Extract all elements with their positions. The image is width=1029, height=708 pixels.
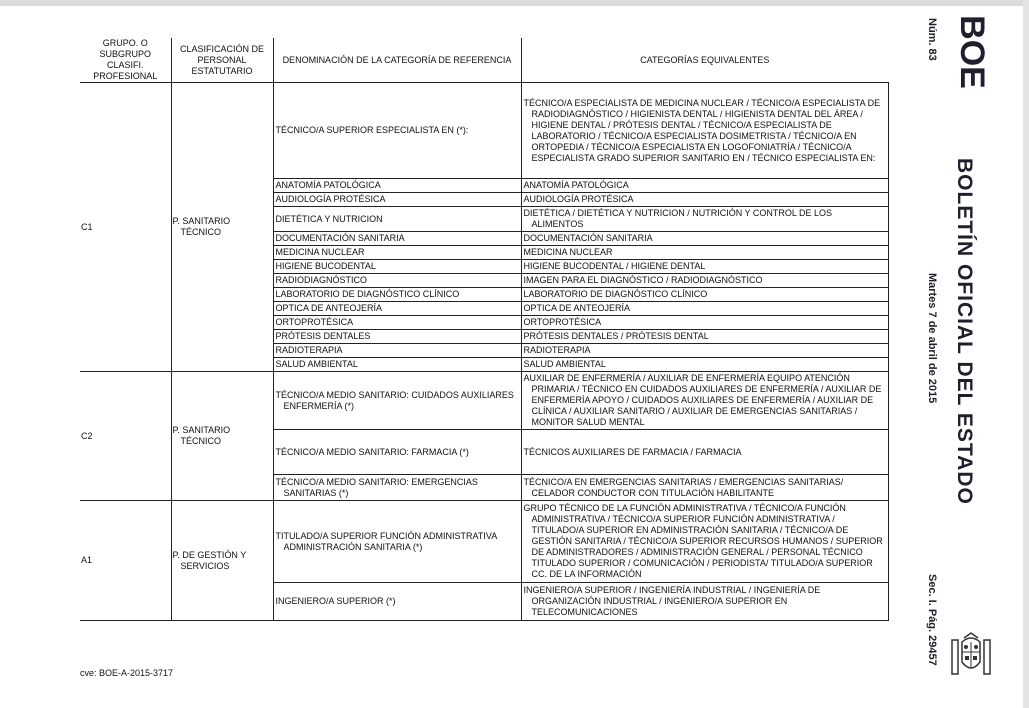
equivalents-cell: ORTOPROTÉSICA <box>521 316 888 330</box>
col-header-category: DENOMINACIÓN DE LA CATEGORÍA DE REFERENCIA <box>273 38 521 83</box>
equivalents-cell: MEDICINA NUCLEAR <box>521 246 888 260</box>
table-row <box>80 501 888 583</box>
category-cell <box>273 475 521 501</box>
classification-text: P. SANITARIO TÉCNICO <box>172 216 231 237</box>
equivalents-cell <box>521 372 888 430</box>
category-text: TÉCNICO/A MEDIO SANITARIO: EMERGENCIAS SANITARIAS (*) <box>275 476 478 498</box>
equivalents-text: GRUPO TÉCNICO DE LA FUNCIÓN ADMINISTRATIVA / TÉCNICO/A FUNCIÓN ADMINISTRATIVA / TÉCNICO/A SUPERIOR FUNCIÓN ADMINISTRATIVA / TITULADO/A SUPERIOR EN ADMINISTRACIÓN SANITARIA / TÉCNICO/A DE GESTIÓN SANITARIA / TÉCNICO/A SUPERIOR RECURSOS HUMANOS / SUPERIOR DE ADMINISTRADORES / ADMINISTRACIÓN GENERAL / PERSONAL TÉCNICO TITULADO SUPERIOR / COMUNICACIÓN / PERIODISTA/ TITULADO/A SUPERIOR CC. DE LA INFORMACIÓN <box>523 503 883 579</box>
category-cell <box>273 501 521 583</box>
equivalents-cell <box>521 583 888 621</box>
page-top-border <box>0 0 1029 6</box>
equivalents-text: TÉCNICO/A ESPECIALISTA DE MEDICINA NUCLEAR / TÉCNICO/A ESPECIALISTA DE RADIODIAGNÓSTICO / HIGIENISTA DENTAL / HIGIENISTA DENTAL DEL ÁREA / HIGIENE DENTAL / PRÓTESIS DENTAL / TÉCNICO/A ESPECIALISTA DE LABORATORIO / TÉCNICO/A ESPECIALISTA DOSIMETRISTA / TÉCNICO/A EN ORTOPEDIA / TÉCNICO/A ESPECIALISTA EN LOGOFONIATRÍA / TÉCNICO/A ESPECIALISTA GRADO SUPERIOR SANITARIO EN / TÉCNICO ESPECIALISTA EN: <box>523 97 881 163</box>
equivalence-table <box>80 38 889 621</box>
equivalents-cell <box>521 207 888 232</box>
category-cell: INGENIERO/A SUPERIOR (*) <box>273 583 521 621</box>
classification-text: P. DE GESTIÓN Y SERVICIOS <box>172 549 247 571</box>
category-cell: RADIOTERAPIA <box>273 344 521 358</box>
category-cell: TÉCNICO/A SUPERIOR ESPECIALISTA EN (*): <box>273 83 521 179</box>
group-cell: A1 <box>80 501 171 621</box>
category-cell: DIETÉTICA Y NUTRICION <box>273 207 521 232</box>
coat-of-arms-icon <box>950 632 992 680</box>
equivalents-cell: SALUD AMBIENTAL <box>521 358 888 372</box>
category-text: TITULADO/A SUPERIOR FUNCIÓN ADMINISTRATIVA ADMINISTRACIÓN SANITARIA (*) <box>275 530 497 552</box>
equivalents-cell: RADIOTERAPIA <box>521 344 888 358</box>
col-header-classification: CLASIFICACIÓN DE PERSONAL ESTATUTARIO <box>171 38 273 83</box>
category-cell: PRÓTESIS DENTALES <box>273 330 521 344</box>
col-header-equivalents: CATEGORÍAS EQUIVALENTES <box>521 38 888 83</box>
equivalents-cell: LABORATORIO DE DIAGNÓSTICO CLÍNICO <box>521 288 888 302</box>
category-cell: ORTOPROTÉSICA <box>273 316 521 330</box>
equivalents-text: TÉCNICO/A EN EMERGENCIAS SANITARIAS / EMERGENCIAS SANITARIAS/ CELADOR CONDUCTOR CON TITULACIÓN HABILITANTE <box>523 476 844 498</box>
issue-number: Núm. 83 <box>926 18 938 61</box>
section-page: Sec. I. Pág. 29457 <box>926 574 938 666</box>
classification-cell <box>171 372 273 501</box>
col-header-group: GRUPO. O SUBGRUPO CLASIFI. PROFESIONAL <box>80 38 171 83</box>
boe-logo <box>948 14 994 90</box>
group-cell: C1 <box>80 83 171 372</box>
category-cell: HIGIENE BUCODENTAL <box>273 260 521 274</box>
equivalents-cell: TÉCNICOS AUXILIARES DE FARMACIA / FARMACIA <box>521 430 888 475</box>
equivalents-cell: ANATOMÍA PATOLÓGICA <box>521 179 888 193</box>
category-cell: AUDIOLOGÍA PROTÉSICA <box>273 193 521 207</box>
equivalents-cell <box>521 501 888 583</box>
equivalents-text: DIETÉTICA / DIETÉTICA Y NUTRICION / NUTRICIÓN Y CONTROL DE LOS ALIMENTOS <box>523 208 833 229</box>
table-row <box>80 372 888 430</box>
equivalents-cell: HIGIENE BUCODENTAL / HIGIENE DENTAL <box>521 260 888 274</box>
category-cell: OPTICA DE ANTEOJERÍA <box>273 302 521 316</box>
equivalents-cell: DOCUMENTACIÓN SANITARIA <box>521 232 888 246</box>
category-cell: RADIODIAGNÓSTICO <box>273 274 521 288</box>
equivalents-cell <box>521 475 888 501</box>
classification-cell <box>171 83 273 372</box>
equivalents-cell: IMAGEN PARA EL DIAGNÓSTICO / RADIODIAGNÓSTICO <box>521 274 888 288</box>
equivalents-cell: AUDIOLOGÍA PROTÉSICA <box>521 193 888 207</box>
group-cell: C2 <box>80 372 171 501</box>
category-cell: MEDICINA NUCLEAR <box>273 246 521 260</box>
publication-title: BOLETÍN OFICIAL DEL ESTADO <box>953 158 976 505</box>
category-text: TÉCNICO/A MEDIO SANITARIO: CUIDADOS AUXILIARES ENFERMERÍA (*) <box>275 389 514 411</box>
category-cell: TÉCNICO/A MEDIO SANITARIO: FARMACIA (*) <box>273 430 521 475</box>
equivalents-cell: OPTICA DE ANTEOJERÍA <box>521 302 888 316</box>
table-row <box>80 83 888 179</box>
page-right-border <box>1023 0 1029 708</box>
category-cell: DOCUMENTACIÓN SANITARIA <box>273 232 521 246</box>
category-cell: LABORATORIO DE DIAGNÓSTICO CLÍNICO <box>273 288 521 302</box>
table-header-row <box>80 38 888 83</box>
category-cell <box>273 372 521 430</box>
classification-text: P. SANITARIO TÉCNICO <box>172 425 231 446</box>
equivalents-cell: PRÓTESIS DENTALES / PRÓTESIS DENTAL <box>521 330 888 344</box>
cve-code: cve: BOE-A-2015-3717 <box>80 668 174 678</box>
equivalents-cell <box>521 83 888 179</box>
publication-date: Martes 7 de abril de 2015 <box>926 273 938 404</box>
classification-cell <box>171 501 273 621</box>
category-cell: ANATOMÍA PATOLÓGICA <box>273 179 521 193</box>
equivalents-text: INGENIERO/A SUPERIOR / INGENIERÍA INDUSTRIAL / INGENIERÍA DE ORGANIZACIÓN INDUSTRIAL / INGENIERO/A SUPERIOR EN TELECOMUNICACIONES <box>523 585 821 617</box>
category-cell: SALUD AMBIENTAL <box>273 358 521 372</box>
equivalents-text: AUXILIAR DE ENFERMERÍA / AUXILIAR DE ENFERMERÍA EQUIPO ATENCIÓN PRIMARIA / TÉCNICO EN CUIDADOS AUXILIARES DE ENFERMERÍA / AUXILIAR DE ENFERMERÍA APOYO / CUIDADOS AUXILIARES DE ENFERMERÍA / AUXILIAR DE CLÍNICA / AUXILIAR SANITARIO / AUXILIAR DE EMERGENCIAS SANITARIAS / MONITOR SALUD MENTAL <box>523 373 882 427</box>
boe-logo-text: BOE <box>953 15 991 89</box>
